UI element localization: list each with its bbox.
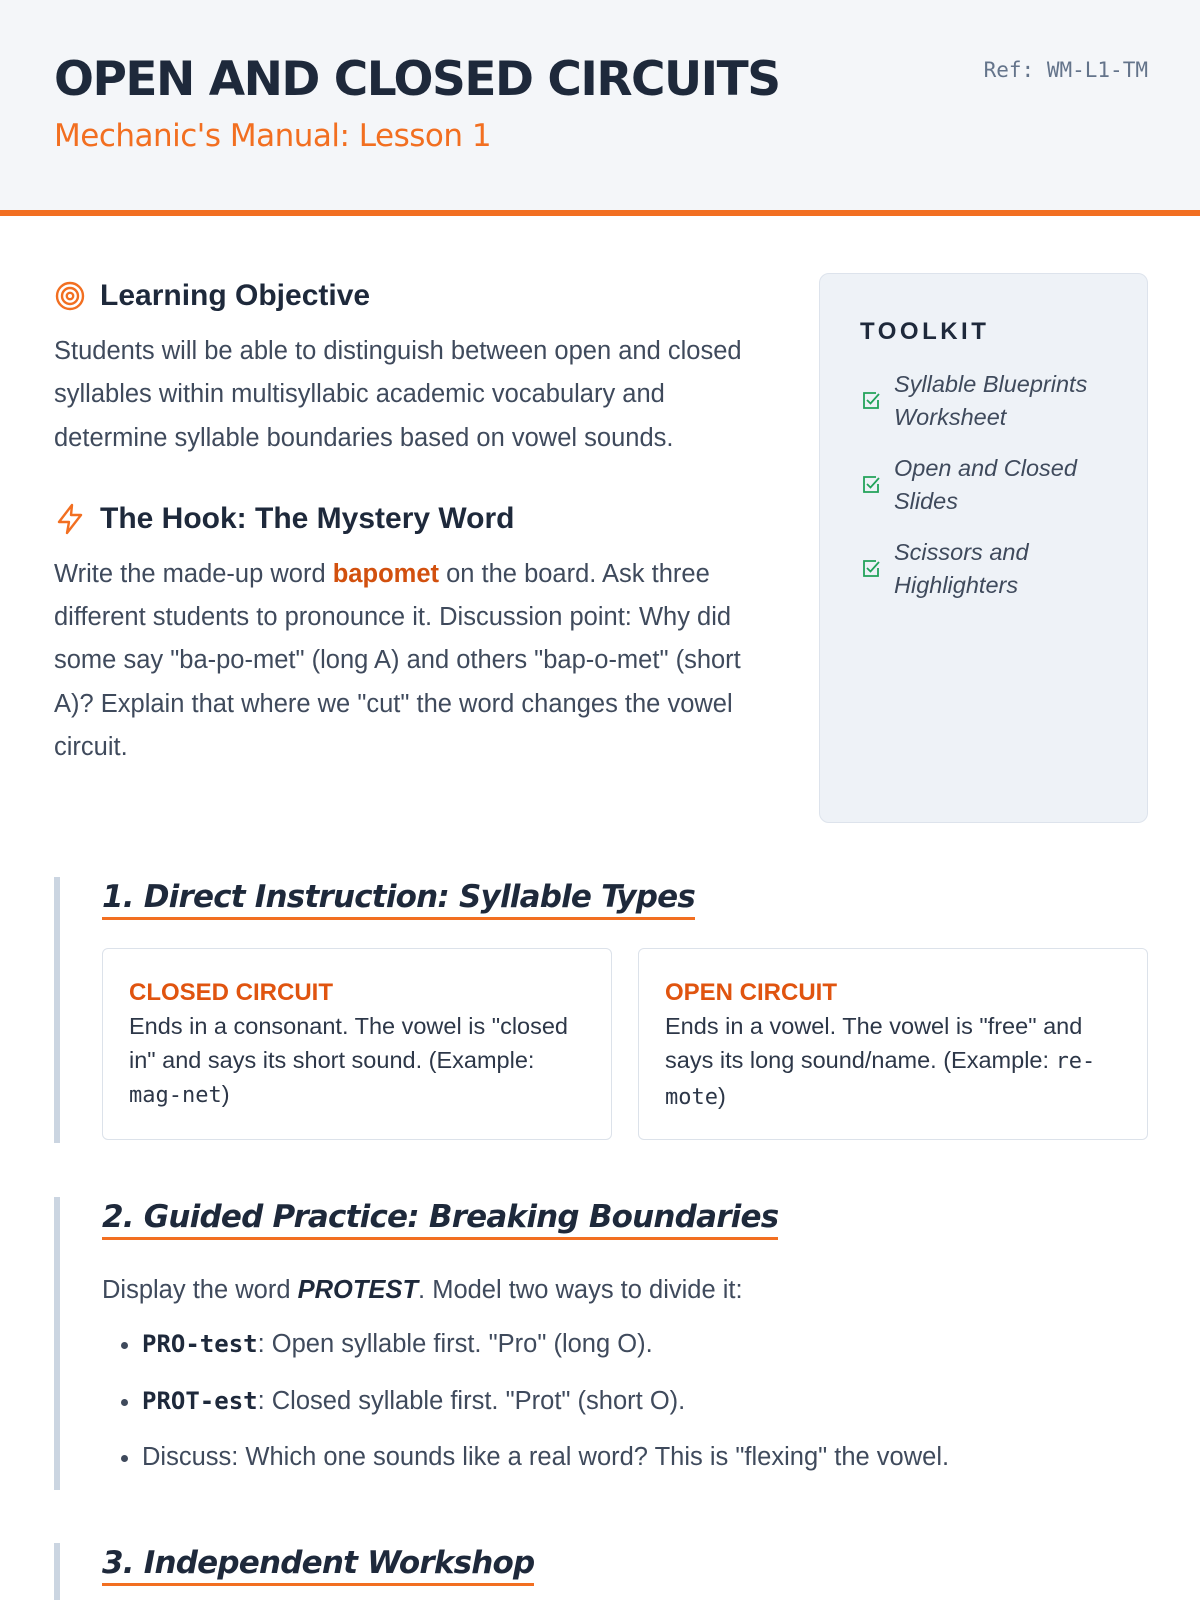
main-content <box>54 274 774 769</box>
hook-text-start: Write the made-up word <box>54 559 333 588</box>
open-desc-close: ) <box>717 1083 726 1109</box>
section-direct-instruction <box>54 877 1148 1143</box>
section-independent-workshop <box>54 1543 1148 1600</box>
toolkit-item-label: Scissors and Highlighters <box>894 539 1029 598</box>
closed-example: mag-net <box>129 1083 222 1108</box>
closed-circuit-card <box>102 948 612 1140</box>
intro-end: . Model two ways to divide it: <box>418 1276 743 1304</box>
closed-circuit-desc <box>129 1009 585 1113</box>
open-desc-text: Ends in a vowel. The vowel is "free" and says its long sound/name. (Example: <box>665 1013 1083 1073</box>
syllable-type-cards <box>102 948 1148 1140</box>
closed-desc-close: ) <box>221 1081 230 1107</box>
list-item-text: : Open syllable first. "Pro" (long O). <box>257 1330 653 1358</box>
list-item-text: : Closed syllable first. "Prot" (short O). <box>257 1386 686 1415</box>
list-item <box>142 1440 1148 1474</box>
practice-word: PROTEST <box>297 1276 419 1304</box>
hook-title: The Hook: The Mystery Word <box>100 501 515 535</box>
division-code: PROT-est <box>142 1386 258 1415</box>
section-guided-practice <box>54 1197 1148 1490</box>
open-circuit-label: OPEN CIRCUIT <box>665 979 838 1006</box>
objective-text: Students will be able to distinguish between open and closed syllables within multisyllabic academic vocabulary and determine syllable boundaries based on vowel sounds. <box>54 337 742 452</box>
hook-heading <box>54 497 774 541</box>
section-2-title: 2. Guided Practice: Breaking Boundaries <box>102 1197 778 1240</box>
checkbox-checked-icon <box>860 558 882 580</box>
objective-title: Learning Objective <box>100 279 371 312</box>
mystery-word: bapomet <box>332 559 439 588</box>
toolkit-item-label: Open and Closed Slides <box>894 455 1077 514</box>
reference-code: Ref: WM-L1-TM <box>983 58 1148 82</box>
page-title: OPEN AND CLOSED CIRCUITS <box>54 52 780 107</box>
toolkit-panel <box>819 273 1148 823</box>
checkbox-checked-icon <box>860 474 882 496</box>
objective-heading <box>54 274 774 318</box>
hook-text <box>54 553 774 769</box>
toolkit-item <box>860 368 1111 434</box>
page-subtitle: Mechanic's Manual: Lesson 1 <box>54 118 492 154</box>
header <box>0 0 1200 216</box>
guided-intro <box>102 1276 1148 1305</box>
list-item <box>142 1384 1148 1418</box>
division-code: PRO-test <box>142 1330 258 1358</box>
toolkit-title: TOOLKIT <box>860 318 990 345</box>
open-example: re-mote <box>665 1049 1096 1110</box>
toolkit-item-label: Syllable Blueprints Worksheet <box>894 371 1088 430</box>
hook-text-end: on the board. Ask three different students to pronounce it. Discussion point: Why did some say "ba-po-met" (long A) and others "bap-o-met" (short A)? Explain that where we "cut" the word changes the vowel circuit. <box>54 559 741 762</box>
practice-list <box>102 1327 1148 1474</box>
open-circuit-card <box>638 948 1148 1140</box>
target-icon <box>54 280 86 312</box>
list-item <box>142 1327 1148 1361</box>
lightning-icon <box>54 503 86 535</box>
section-1-title: 1. Direct Instruction: Syllable Types <box>102 877 695 920</box>
checkbox-checked-icon <box>860 390 882 412</box>
closed-circuit-label: CLOSED CIRCUIT <box>129 979 333 1006</box>
closed-desc-text: Ends in a consonant. The vowel is "closed in" and says its short sound. (Example: <box>129 1013 568 1073</box>
section-3-title: 3. Independent Workshop <box>102 1543 534 1586</box>
toolkit-item <box>860 452 1111 518</box>
toolkit-item <box>860 536 1111 602</box>
intro-start: Display the word <box>102 1276 298 1304</box>
list-item-text: Discuss: Which one sounds like a real word? This is "flexing" the vowel. <box>142 1443 950 1471</box>
open-circuit-desc <box>665 1009 1121 1115</box>
